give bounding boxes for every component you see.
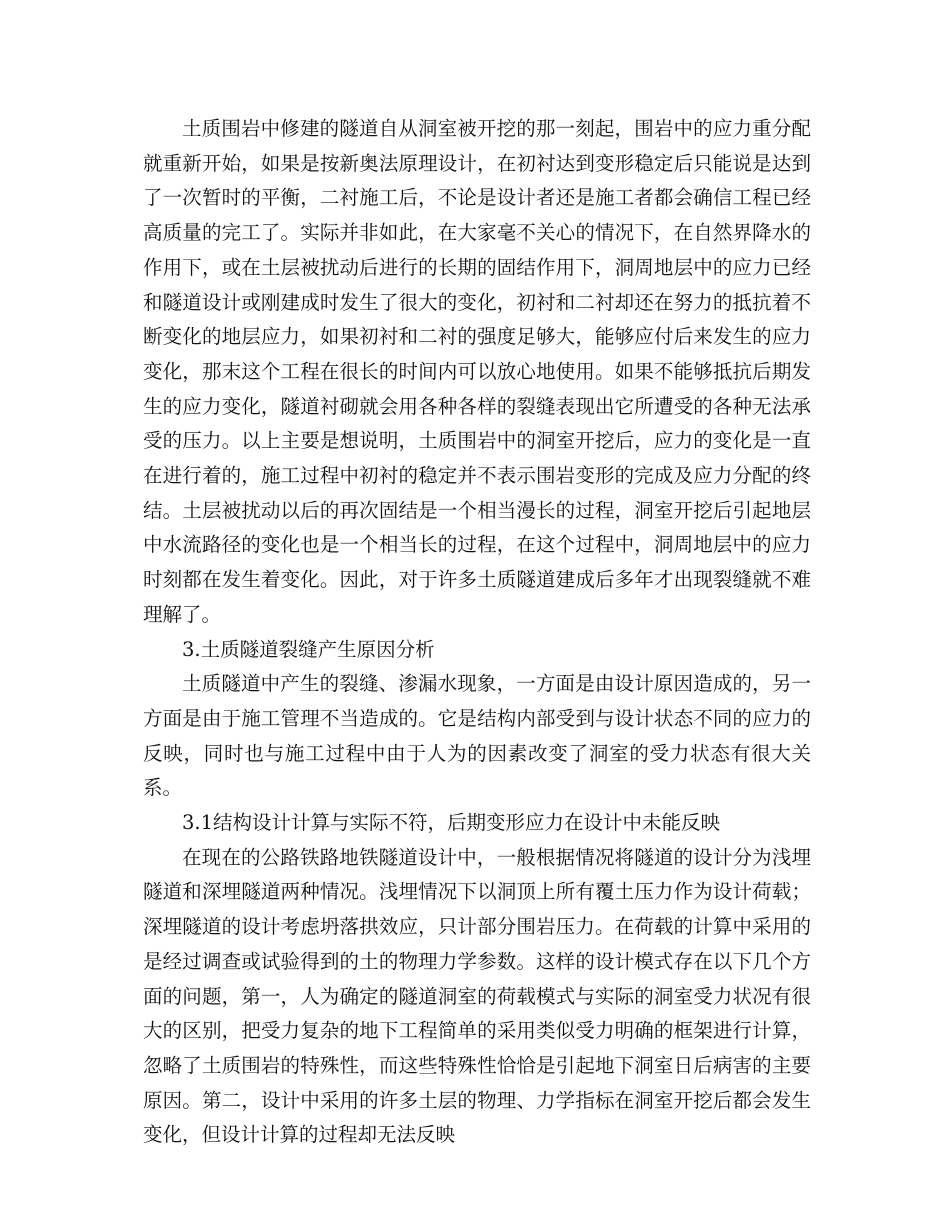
section-heading-3-1: 3.1结构设计计算与实际不符，后期变形应力在设计中未能反映 xyxy=(182,811,721,835)
paragraph-stress-redistribution: 土质围岩中修建的隧道自从洞室被开挖的那一刻起，围岩中的应力重分配就重新开始，如果是按新奥法原理设计，在初衬达到变形稳定后只能说是达到了一次暂时的平衡，二衬施工后，不论是设计者还是施工者都会确信工程已经高质量的完工了。实际并非如此，在大家毫不关心的情况下，在自然界降水的作用下，或在土层被扰动后进行的长期的固结作用下，洞周地层中的应力已经和隧道设计或刚建成时发生了很大的变化，初衬和二衬却还在努力的抵抗着不断变化的地层应力，如果初衬和二衬的强度足够大，能够应付后来发生的应力变化，那末这个工程在很长的时间内可以放心地使用。如果不能够抵抗后期发生的应力变化，隧道衬砌就会用各种各样的裂缝表现出它所遭受的各种无法承受的压力。以上主要是想说明，土质围岩中的洞室开挖后，应力的变化是一直在进行着的，施工过程中初衬的稳定并不表示围岩变形的完成及应力分配的终结。土层被扰动以后的再次固结是一个相当漫长的过程，洞室开挖后引起地层中水流路径的变化也是一个相当长的过程，在这个过程中，洞周地层中的应力时刻都在发生着变化。因此，对于许多土质隧道建成后多年才出现裂缝就不难理解了。 xyxy=(143,117,811,626)
document-body xyxy=(143,112,811,1153)
section-heading-3: 3.土质隧道裂缝产生原因分析 xyxy=(182,637,435,661)
paragraph-crack-causes: 土质隧道中产生的裂缝、渗漏水现象，一方面是由设计原因造成的，另一方面是由于施工管理不当造成的。它是结构内部受到与设计状态不同的应力的反映，同时也与施工过程中由于人为的因素改变了洞室的受力状态有很大关系。 xyxy=(143,672,811,800)
paragraph-design-calculation: 在现在的公路铁路地铁隧道设计中，一般根据情况将隧道的设计分为浅埋隧道和深埋隧道两种情况。浅埋情况下以洞顶上所有覆土压力作为设计荷载；深埋隧道的设计考虑坍落拱效应，只计部分围岩压力。在荷载的计算中采用的是经过调查或试验得到的土的物理力学参数。这样的设计模式存在以下几个方面的问题，第一，人为确定的隧道洞室的荷载模式与实际的洞室受力状况有很大的区别，把受力复杂的地下工程简单的采用类似受力明确的框架进行计算，忽略了土质围岩的特殊性，而这些特殊性恰恰是引起地下洞室日后病害的主要原因。第二，设计中采用的许多土层的物理、力学指标在洞室开挖后都会发生变化，但设计计算的过程却无法反映 xyxy=(143,845,811,1147)
